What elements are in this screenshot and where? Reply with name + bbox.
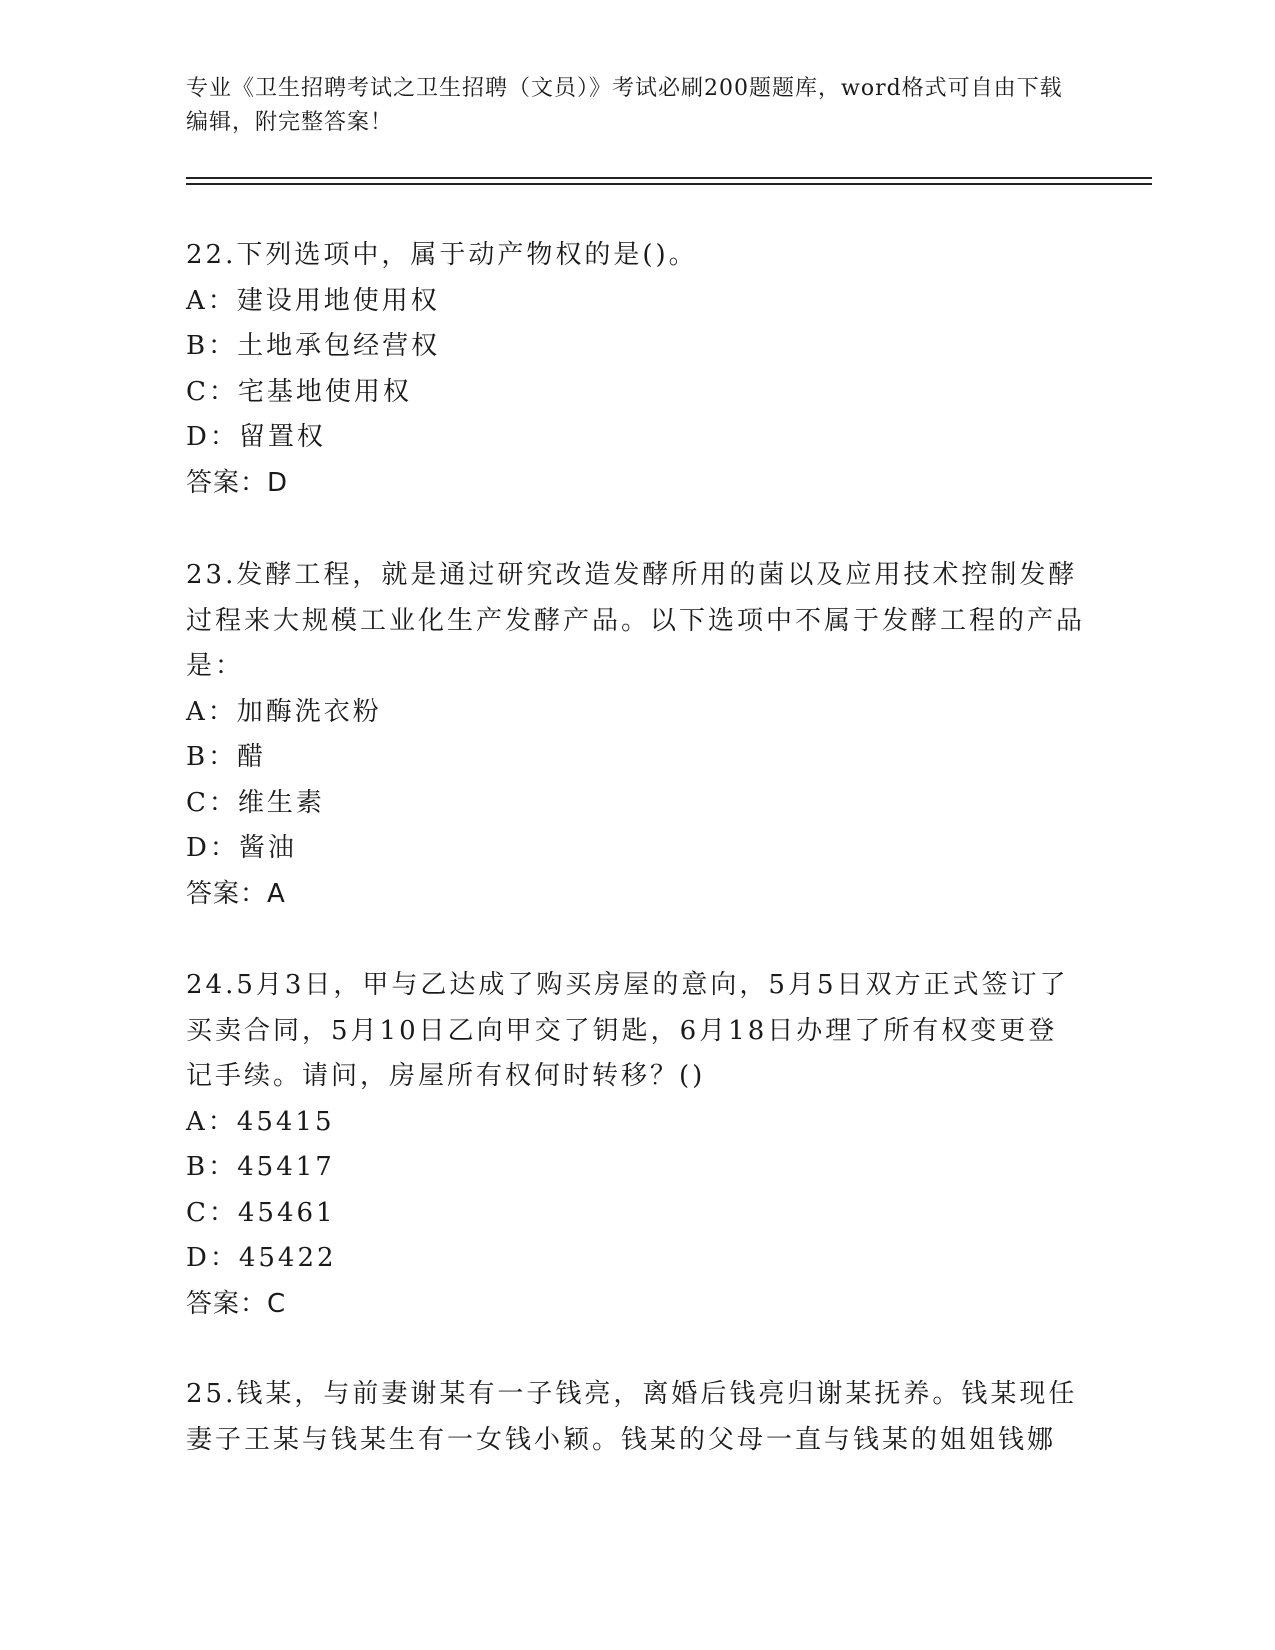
option-a: A：加酶洗衣粉 [186,696,382,727]
option-a: A：45415 [186,1106,335,1137]
option-c: C：维生素 [186,787,325,818]
option-d: D：45422 [186,1243,337,1273]
answer: 答案：C [186,1288,287,1319]
question-23 [186,553,1086,916]
header-rule-bottom [186,183,1152,185]
answer: 答案：D [186,467,289,498]
question-stem: 24.5月3日，甲与乙达成了购买房屋的意向，5月5日双方正式签订了买卖合同，5月10日乙向甲交了钥匙，6月18日办理了所有权变更登记手续。请问，房屋所有权何时转移？() [186,970,1069,1091]
document-header: 专业《卫生招聘考试之卫生招聘（文员）》考试必刷200题题库，word格式可自由下载编辑，附完整答案！ [186,76,1063,135]
option-a: A：建设用地使用权 [186,285,440,316]
option-d: D：酱油 [186,833,297,863]
option-c: C：45461 [186,1197,336,1228]
option-b: B：土地承包经营权 [186,331,441,361]
question-stem: 25.钱某，与前妻谢某有一子钱亮，离婚后钱亮归谢某抚养。钱某现任妻子王某与钱某生有一女钱小颖。钱某的父母一直与钱某的姐姐钱娜 [186,1379,1078,1455]
header-rule-top [186,177,1152,179]
question-25 [186,1372,1086,1463]
answer: 答案：A [186,878,286,909]
question-22 [186,233,1086,505]
question-stem: 23.发酵工程，就是通过研究改造发酵所用的菌以及应用技术控制发酵过程来大规模工业化生产发酵产品。以下选项中不属于发酵工程的产品是： [186,560,1086,681]
option-b: B：45417 [186,1152,335,1182]
option-d: D：留置权 [186,422,326,452]
question-24 [186,963,1086,1326]
option-c: C：宅基地使用权 [186,376,412,407]
option-b: B：醋 [186,742,267,772]
question-stem: 22.下列选项中，属于动产物权的是()。 [186,240,698,270]
